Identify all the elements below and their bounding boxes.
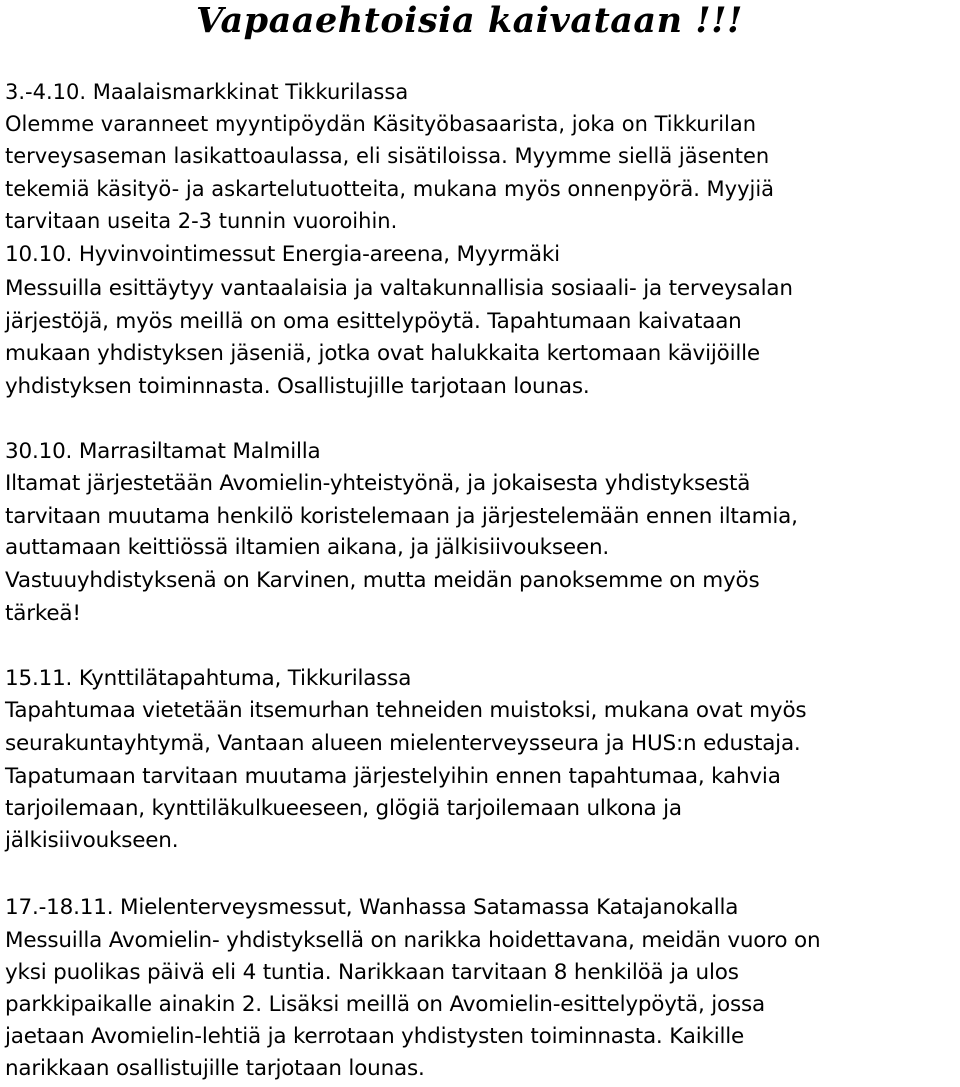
event-heading: 17.-18.11. Mielenterveysmessut, Wanhassa Satamassa Katajanokalla	[5, 895, 739, 920]
event-text-line: tarvitaan muutama henkilö koristelemaan ja järjestelemään ennen iltamia,	[5, 504, 798, 529]
event-text-line: Iltamat järjestetään Avomielin-yhteistyönä, ja jokaisesta yhdistyksestä	[5, 471, 751, 496]
event-text-line: Tapahtumaa vietetään itsemurhan tehneiden muistoksi, mukana ovat myös	[5, 698, 807, 723]
event-text-line: tarvitaan useita 2-3 tunnin vuoroihin.	[5, 209, 398, 233]
event-text-line: narikkaan osallistujille tarjotaan lounas.	[5, 1056, 425, 1081]
event-text-line: terveysaseman lasikattoaulassa, eli sisätiloissa. Myymme siellä jäsenten	[5, 144, 770, 168]
event-text-line: tekemiä käsityö- ja askartelutuotteita, mukana myös onnenpyörä. Myyjiä	[5, 177, 775, 201]
event-text-line: Olemme varanneet myyntipöydän Käsityöbasaarista, joka on Tikkurilan	[5, 112, 757, 136]
event-text-line: yhdistyksen toiminnasta. Osallistujille tarjotaan lounas.	[5, 374, 590, 399]
event-text-line: Tapatumaan tarvitaan muutama järjestelyihin ennen tapahtumaa, kahvia	[5, 764, 781, 789]
event-text-line: jälkisiivoukseen.	[5, 828, 179, 853]
event-text-line: järjestöjä, myös meillä on oma esittelypöytä. Tapahtumaan kaivataan	[5, 309, 742, 334]
event-heading: 15.11. Kynttilätapahtuma, Tikkurilassa	[5, 666, 412, 691]
event-heading: 3.-4.10. Maalaismarkkinat Tikkurilassa	[5, 80, 409, 104]
event-text-line: tärkeä!	[5, 601, 81, 626]
event-text-line: seurakuntayhtymä, Vantaan alueen mielenterveysseura ja HUS:n edustaja.	[5, 731, 801, 756]
event-text-line: Messuilla esittäytyy vantaalaisia ja valtakunnallisia sosiaali- ja terveysalan	[5, 276, 793, 301]
event-heading: 10.10. Hyvinvointimessut Energia-areena, Myyrmäki	[5, 242, 560, 267]
event-text-line: tarjoilemaan, kynttiläkulkueeseen, glögiä tarjoilemaan ulkona ja	[5, 796, 682, 821]
event-text-line: auttamaan keittiössä iltamien aikana, ja jälkisiivoukseen.	[5, 535, 610, 560]
event-text-line: yksi puolikas päivä eli 4 tuntia. Narikkaan tarvitaan 8 henkilöä ja ulos	[5, 960, 739, 985]
event-text-line: mukaan yhdistyksen jäseniä, jotka ovat halukkaita kertomaan kävijöille	[5, 341, 760, 366]
event-heading: 30.10. Marrasiltamat Malmilla	[5, 439, 321, 464]
event-text-line: parkkipaikalle ainakin 2. Lisäksi meillä on Avomielin-esittelypöytä, jossa	[5, 992, 765, 1017]
event-text-line: jaetaan Avomielin-lehtiä ja kerrotaan yhdistysten toiminnasta. Kaikille	[5, 1024, 745, 1049]
event-text-line: Vastuuyhdistyksenä on Karvinen, mutta meidän panoksemme on myös	[5, 568, 760, 593]
event-text-line: Messuilla Avomielin- yhdistyksellä on narikka hoidettavana, meidän vuoro on	[5, 928, 821, 953]
page-title: Vapaaehtoisia kaivataan !!!	[196, 0, 743, 41]
